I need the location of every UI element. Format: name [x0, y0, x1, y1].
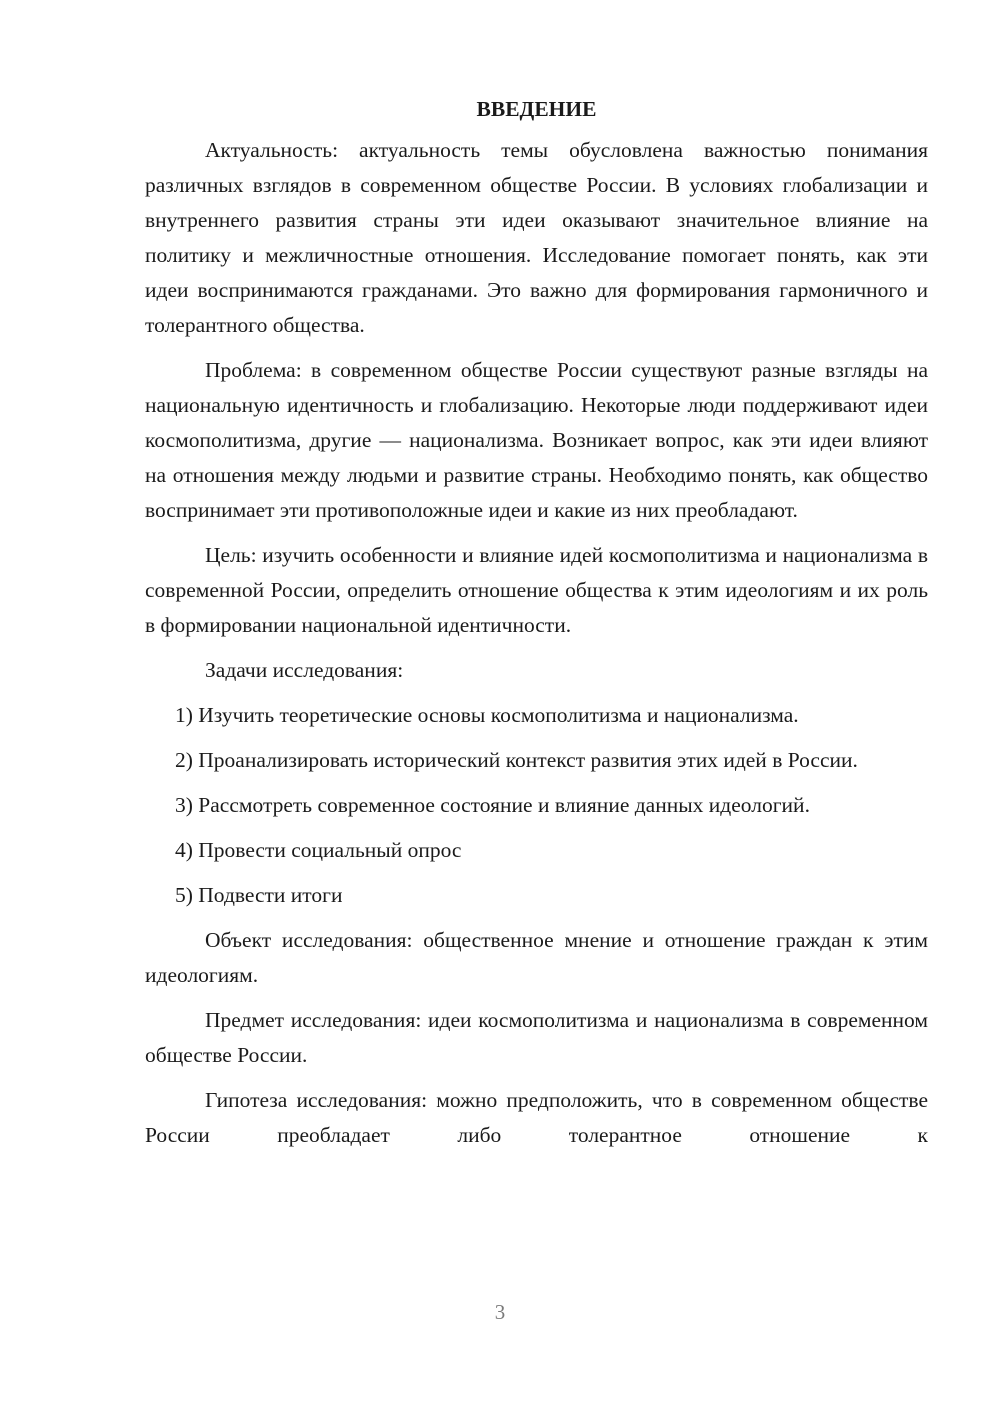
paragraph-subject: Предмет исследования: идеи космополитизма и национализма в современном обществе России.	[145, 1008, 928, 1067]
paragraph-hypothesis: Гипотеза исследования: можно предположить, что в современном обществе России преобладает либо толерантное отношение к	[145, 1088, 928, 1147]
document-page	[145, 92, 928, 1163]
list-item: 4) Провести социальный опрос	[175, 838, 462, 862]
paragraph-relevance: Актуальность: актуальность темы обусловлена важностью понимания различных взглядов в современном обществе России. В условиях глобализации и внутреннего развития страны эти идеи оказывают значительное влияние на политику и межличностные отношения. Исследование помогает понять, как эти идеи воспринимаются гражданами. Это важно для формирования гармоничного и толерантного общества.	[145, 138, 928, 337]
tasks-list	[145, 698, 928, 913]
list-item: 3) Рассмотреть современное состояние и влияние данных идеологий.	[175, 793, 810, 817]
paragraph-goal: Цель: изучить особенности и влияние идей космополитизма и национализма в современной России, определить отношение общества к этим идеологиям и их роль в формировании национальной идентичности.	[145, 543, 928, 637]
page-number: 3	[494, 1300, 506, 1324]
tasks-heading: Задачи исследования:	[205, 658, 404, 682]
section-title: ВВЕДЕНИЕ	[476, 97, 597, 121]
list-item: 5) Подвести итоги	[175, 883, 343, 907]
paragraph-object: Объект исследования: общественное мнение и отношение граждан к этим идеологиям.	[145, 928, 928, 987]
list-item: 2) Проанализировать исторический контекст развития этих идей в России.	[175, 748, 858, 772]
paragraph-problem: Проблема: в современном обществе России существуют разные взгляды на национальную идентичность и глобализацию. Некоторые люди поддерживают идеи космополитизма, другие — национализма. Возникает вопрос, как эти идеи влияют на отношения между людьми и развитие страны. Необходимо понять, как общество воспринимает эти противоположные идеи и какие из них преобладают.	[145, 358, 928, 522]
list-item: 1) Изучить теоретические основы космополитизма и национализма.	[175, 703, 799, 727]
